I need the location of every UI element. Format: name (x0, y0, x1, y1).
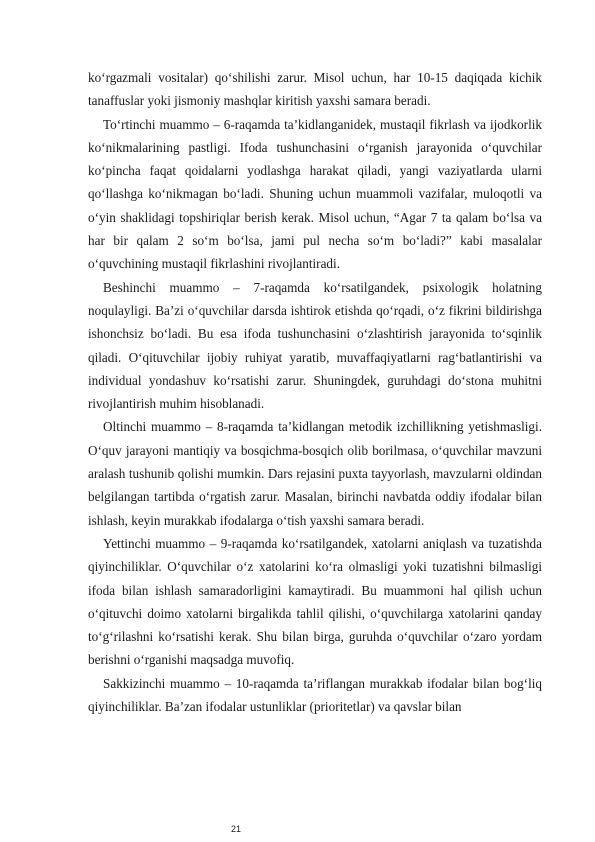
document-body (88, 66, 542, 718)
paragraph-fourth-problem: To‘rtinchi muammo – 6-raqamda ta’kidlanganidek, mustaqil fikrlash va ijodkorlik ko‘nikmalarining pastligi. Ifoda tushunchasini o‘rganish jarayonida o‘quvchilar ko‘pincha faqat qoidalarni yodlashga harakat qiladi, yangi vaziyatlarda ularni qo‘llashga ko‘nikmagan bo‘ladi. Shuning uchun muammoli vazifalar, muloqotli va o‘yin shaklidagi topshiriqlar berish kerak. Misol uchun, “Agar 7 ta qalam bo‘lsa va har bir qalam 2 so‘m bo‘lsa, jami pul necha so‘m bo‘ladi?” kabi masalalar o‘quvchining mustaqil fikrlashini rivojlantiradi. (88, 116, 542, 272)
paragraph-eighth-problem: Sakkizinchi muammo – 10-raqamda ta’riflangan murakkab ifodalar bilan bog‘liq qiyinchiliklar. Ba’zan ifodalar ustunliklar (prioritetlar) va qavslar bilan (88, 675, 542, 715)
paragraph-seventh-problem: Yettinchi muammo – 9-raqamda ko‘rsatilgandek, xatolarni aniqlash va tuzatishda qiyinchiliklar. O‘quvchilar o‘z xatolarini ko‘ra olmasligi yoki tuzatishni bilmasligi ifoda bilan ishlash samaradorligini kamaytiradi. Bu muammoni hal qilish uchun o‘qituvchi doimo xatolarni birgalikda tahlil qilishi, o‘quvchilarga xatolarini qanday to‘g‘rilashni ko‘rsatishi kerak. Shu bilan birga, guruhda o‘quvchilar o‘zaro yordam berishni o‘rganishi maqsadga muvofiq. (88, 535, 542, 668)
paragraph-continued: ko‘rgazmali vositalar) qo‘shilishi zarur. Misol uchun, har 10-15 daqiqada kichik tanaffuslar yoki jismoniy mashqlar kiritish yaxshi samara beradi. (88, 70, 542, 109)
paragraph-sixth-problem: Oltinchi muammo – 8-raqamda ta’kidlangan metodik izchillikning yetishmasligi. O‘quv jarayoni mantiqiy va bosqichma-bosqich olib borilmasa, o‘quvchilar mavzuni aralash tushunib qolishi mumkin. Dars rejasini puxta tayyorlash, mavzularni oldindan belgilangan tartibda o‘rgatish zarur. Masalan, birinchi navbatda oddiy ifodalar bilan ishlash, keyin murakkab ifodalarga o‘tish yaxshi samara beradi. (88, 419, 542, 528)
paragraph-fifth-problem: Beshinchi muammo – 7-raqamda ko‘rsatilgandek, psixologik holatning noqulayligi. Ba’zi o‘quvchilar darsda ishtirok etishda qo‘rqadi, o‘z fikrini bildirishga ishonchsiz bo‘ladi. Bu esa ifoda tushunchasini o‘zlashtirish jarayonida to‘sqinlik qiladi. O‘qituvchilar ijobiy ruhiyat yaratib, muvaffaqiyatlarni rag‘batlantirishi va individual yondashuv ko‘rsatishi zarur. Shuningdek, guruhdagi do‘stona muhitni rivojlantirish muhim hisoblanadi. (88, 279, 542, 412)
page-number: 21 (231, 824, 242, 834)
